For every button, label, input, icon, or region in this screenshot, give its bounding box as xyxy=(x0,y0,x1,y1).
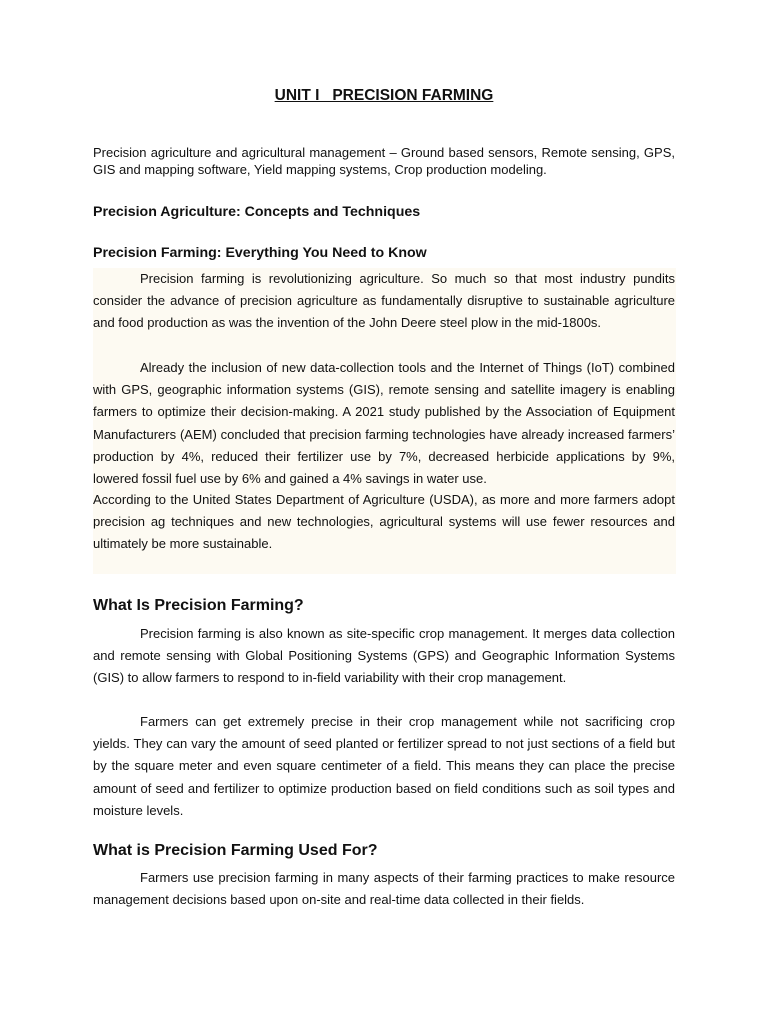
paragraph-precise-management: Farmers can get extremely precise in their crop management while not sacrificing crop yields. They can vary the amount of seed planted or fertilizer spread to not just sections of a field but by the square meter and even square centimeter of a field. This means they can place the precise amount of seed and fertilizer to optimize production based on field conditions such as soil types and moisture levels. xyxy=(93,714,675,818)
unit-title: UNIT I PRECISION FARMING xyxy=(274,87,494,104)
heading-concepts-techniques: Precision Agriculture: Concepts and Techniques xyxy=(93,204,421,220)
paragraph-data-collection: Already the inclusion of new data-collection tools and the Internet of Things (IoT) combined with GPS, geographic information systems (GIS), remote sensing and satellite imagery is enabling farmers to optimize their decision-making. A 2021 study published by the Association of Equipment Manufacturers (AEM) concluded that precision farming technologies have already increased farmers’ production by 4%, reduced their fertilizer use by 7%, decreased herbicide applications by 9%, lowered fossil fuel use by 6% and gained a 4% savings in water use. xyxy=(93,360,675,487)
heading-everything-to-know: Precision Farming: Everything You Need to Know xyxy=(93,245,427,261)
paragraph-site-specific: Precision farming is also known as site-specific crop management. It merges data collection and remote sensing with Global Positioning Systems (GPS) and Geographic Information Systems (GIS) to allow farmers to respond to in-field variability with their crop management. xyxy=(93,626,675,686)
paragraph-usda: According to the United States Department of Agriculture (USDA), as more and more farmers adopt precision ag techniques and new technologies, agricultural systems will use fewer resources and ultimately be more sustainable. xyxy=(93,492,675,552)
paragraph-resource-management: Farmers use precision farming in many aspects of their farming practices to make resource management decisions based upon on-site and real-time data collected in their fields. xyxy=(93,870,675,908)
heading-used-for: What is Precision Farming Used For? xyxy=(93,842,378,859)
paragraph-revolutionizing: Precision farming is revolutionizing agriculture. So much so that most industry pundits consider the advance of precision agriculture as fundamentally disruptive to sustainable agriculture and food production as was the invention of the John Deere steel plow in the mid-1800s. xyxy=(93,271,675,331)
syllabus-summary: Precision agriculture and agricultural management – Ground based sensors, Remote sensing, GPS, GIS and mapping software, Yield mapping systems, Crop production modeling. xyxy=(93,145,675,177)
heading-what-is-precision-farming: What Is Precision Farming? xyxy=(93,597,304,614)
